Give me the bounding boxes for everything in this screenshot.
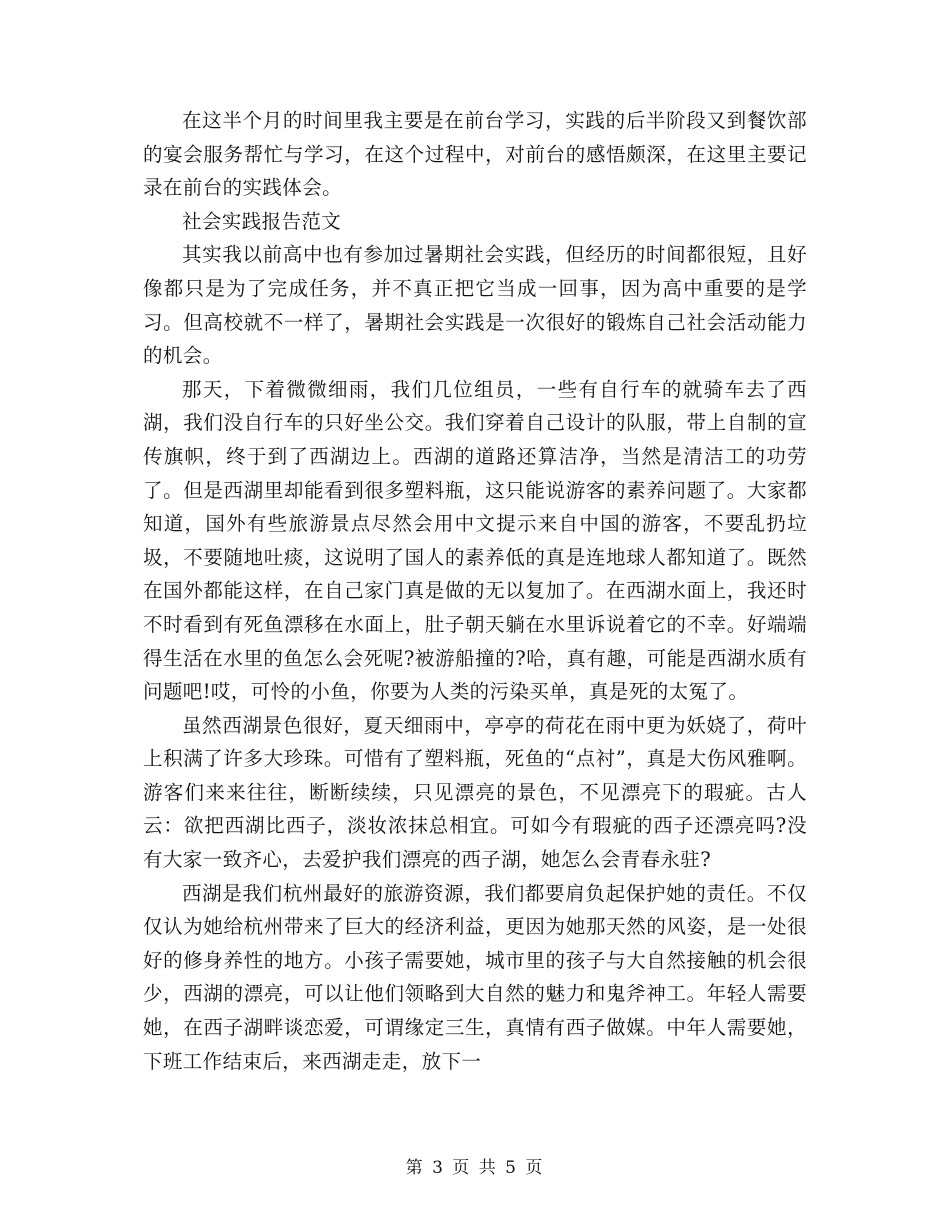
document-body <box>143 104 807 1078</box>
paragraph-intro: 在这半个月的时间里我主要是在前台学习，实践的后半阶段又到餐饮部的宴会服务帮忙与学习，在这个过程中，对前台的感悟颇深，在这里主要记录在前台的实践体会。 <box>143 109 807 200</box>
paragraph-3: 虽然西湖景色很好，夏天细雨中，亭亭的荷花在雨中更为妖娆了，荷叶上积满了许多大珍珠。可惜有了塑料瓶，死鱼的“点衬”，真是大伤风雅啊。游客们来来往往，断断续续，只见漂亮的景色，不见漂亮下的瑕疵。古人云：欲把西湖比西子，淡妆浓抹总相宜。可如今有瑕疵的西子还漂亮吗?没有大家一致齐心，去爱护我们漂亮的西子湖，她怎么会青春永驻? <box>143 713 807 872</box>
section-heading: 社会实践报告范文 <box>182 209 342 233</box>
paragraph-4: 西湖是我们杭州最好的旅游资源，我们都要肩负起保护她的责任。不仅仅认为她给杭州带来了巨大的经济利益，更因为她那天然的风姿，是一处很好的修身养性的地方。小孩子需要她，城市里的孩子与大自然接触的机会很少，西湖的漂亮，可以让他们领略到大自然的魅力和鬼斧神工。年轻人需要她，在西子湖畔谈恋爱，可谓缘定三生，真情有西子做媒。中年人需要她，下班工作结束后，来西湖走走，放下一 <box>143 881 807 1073</box>
paragraph-2: 那天，下着微微细雨，我们几位组员，一些有自行车的就骑车去了西湖，我们没自行车的只好坐公交。我们穿着自己设计的队服，带上自制的宣传旗帜，终于到了西湖边上。西湖的道路还算洁净，当然是清洁工的功劳了。但是西湖里却能看到很多塑料瓶，这只能说游客的素养问题了。大家都知道，国外有些旅游景点尽然会用中文提示来自中国的游客，不要乱扔垃圾，不要随地吐痰，这说明了国人的素养低的真是连地球人都知道了。既然在国外都能这样，在自己家门真是做的无以复加了。在西湖水面上，我还时不时看到有死鱼漂移在水面上，肚子朝天躺在水里诉说着它的不幸。好端端得生活在水里的鱼怎么会死呢?被游船撞的?哈，真有趣，可能是西湖水质有问题吧!哎，可怜的小鱼，你要为人类的污染买单，真是死的太冤了。 <box>143 377 807 704</box>
paragraph-1: 其实我以前高中也有参加过暑期社会实践，但经历的时间都很短，且好像都只是为了完成任务，并不真正把它当成一回事，因为高中重要的是学习。但高校就不一样了，暑期社会实践是一次很好的锻炼自己社会活动能力的机会。 <box>143 243 807 368</box>
page-number-footer: 第 3 页 共 5 页 <box>405 1158 545 1178</box>
